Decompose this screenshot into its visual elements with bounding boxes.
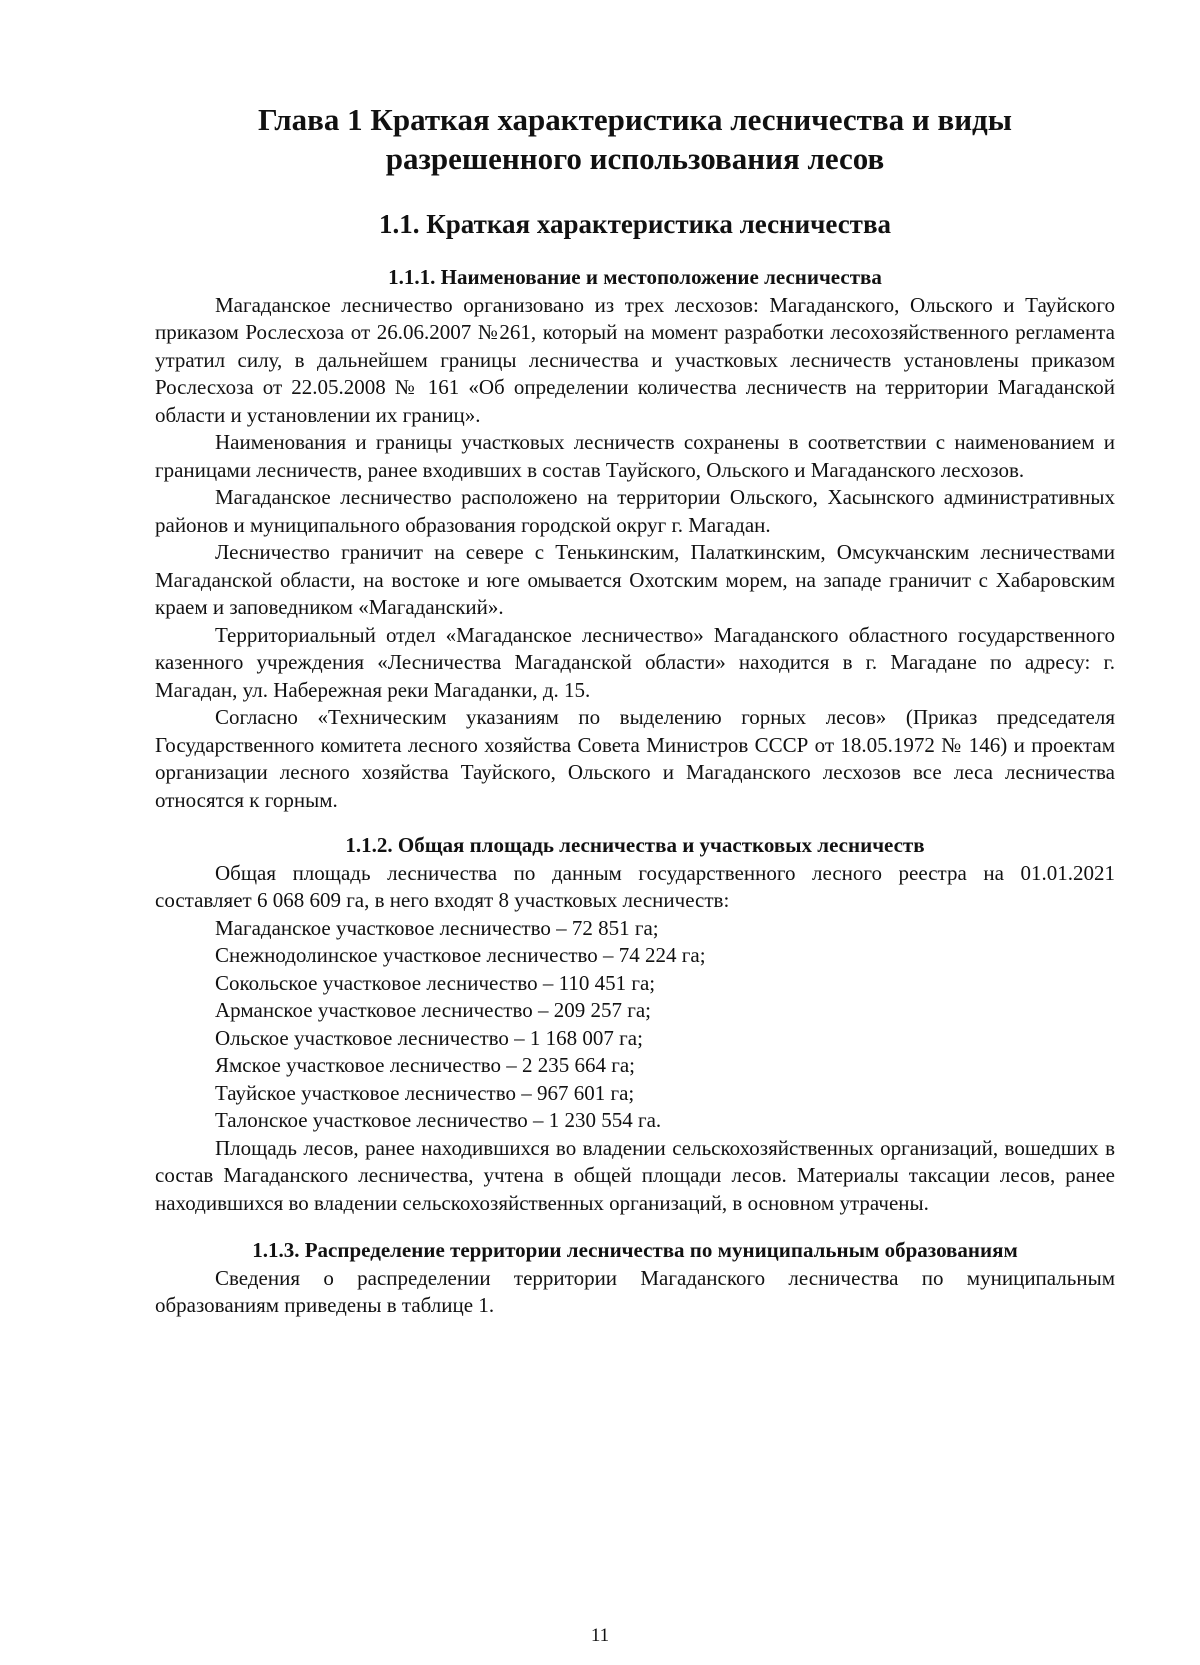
section-title: 1.1. Краткая характеристика лесничества	[378, 209, 892, 239]
paragraph: Площадь лесов, ранее находившихся во владении сельскохозяйственных организаций, вошедших в состав Магаданского лесничества, учтена в общей площади лесов. Материалы таксации лесов, ранее находившихся во владении сельскохозяйственных организаций, в основном утрачены.	[155, 1135, 1115, 1215]
subsection-title-1-1-1: 1.1.1. Наименование и местоположение лесничества	[388, 265, 882, 289]
paragraph: Магаданское лесничество организовано из трех лесхозов: Магаданского, Ольского и Тауйского приказом Рослесхоза от 26.06.2007 №261, который на момент разработки лесохозяйственного регламента утратил силу, в дальнейшем границы лесничества и участковых лесничеств установлены приказом Рослесхоза от 22.05.2008 № 161 «Об определении количества лесничеств на территории Магаданской области и установлении их границ».	[155, 292, 1115, 427]
paragraph: Магаданское лесничество расположено на территории Ольского, Хасынского административных районов и муниципального образования городской округ г. Магадан.	[155, 485, 1115, 537]
list-item: Арманское участковое лесничество – 209 257 га;	[215, 998, 652, 1022]
list-item: Талонское участковое лесничество – 1 230 554 га.	[215, 1108, 662, 1132]
paragraph: Общая площадь лесничества по данным государственного лесного реестра на 01.01.2021 составляет 6 068 609 га, в него входят 8 участковых лесничеств:	[155, 860, 1115, 912]
paragraph: Согласно «Техническим указаниям по выделению горных лесов» (Приказ председателя Государственного комитета лесного хозяйства Совета Министров СССР от 18.05.1972 № 146) и проектам организации лесного хозяйства Тауйского, Ольского и Магаданского лесхозов все леса лесничества относятся к горным.	[155, 705, 1115, 812]
list-item: Сокольское участковое лесничество – 110 451 га;	[215, 970, 656, 995]
subsection-title-1-1-2: 1.1.2. Общая площадь лесничества и участковых лесничеств	[345, 833, 925, 857]
list-item: Тауйское участковое лесничество – 967 601 га;	[215, 1080, 635, 1105]
chapter-title: Глава 1 Краткая характеристика лесничества и виды разрешенного использования лесов	[258, 102, 1012, 176]
list-item: Магаданское участковое лесничество – 72 851 га;	[215, 915, 659, 940]
paragraph: Лесничество граничит на севере с Тенькинским, Палаткинским, Омсукчанским лесничествами Магаданской области, на востоке и юге омывается Охотским морем, на западе граничит с Хабаровским краем и заповедником «Магаданский».	[155, 540, 1115, 619]
list-item: Снежнодолинское участковое лесничество – 74 224 га;	[215, 943, 706, 967]
paragraph: Территориальный отдел «Магаданское лесничество» Магаданского областного государственного казенного учреждения «Лесничества Магаданской области» находится в г. Магадане по адресу: г. Магадан, ул. Набережная реки Магаданки, д. 15.	[155, 622, 1115, 702]
page-number: 11	[590, 1625, 610, 1646]
paragraph: Сведения о распределении территории Магаданского лесничества по муниципальным образованиям приведены в таблице 1.	[155, 1265, 1115, 1317]
list-item: Ольское участковое лесничество – 1 168 007 га;	[215, 1025, 643, 1050]
forestry-area-list	[155, 915, 1115, 1135]
paragraph: Наименования и границы участковых лесничеств сохранены в соответствии с наименованием и границами лесничеств, ранее входивших в состав Тауйского, Ольского и Магаданского лесхозов.	[155, 430, 1115, 482]
subsection-title-1-1-3: 1.1.3. Распределение территории лесничества по муниципальным образованиям	[252, 1238, 1018, 1262]
page-content	[155, 100, 1115, 1320]
list-item: Ямское участковое лесничество – 2 235 664 га;	[215, 1053, 636, 1077]
